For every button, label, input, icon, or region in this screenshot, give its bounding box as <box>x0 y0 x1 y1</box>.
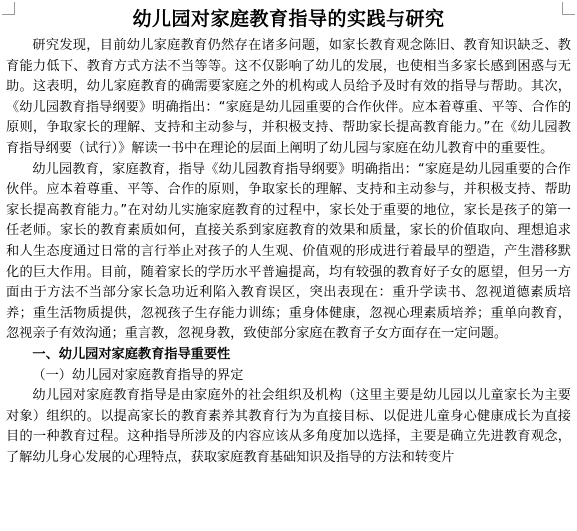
document-title: 幼儿园对家庭教育指导的实践与研究 <box>132 8 445 30</box>
section-heading: 一、幼儿园对家庭教育指导重要性 <box>32 346 231 362</box>
paragraph-2: 幼儿园教育，家庭教育，指导《幼儿园教育指导纲要》明确指出：“家庭是幼儿园重要的合作伙伴。应本着尊重、平等、合作的原则，争取家长的理解、支持和主动参与，并积极支持、帮助家长提高教育能力。”在对幼儿实施家庭教育的过程中，家长处于重要的地位，家长是孩子的第一任老师。家长的教育素质如何，直接关系到家庭教育的效果和质量，家长的价值取向、理想追求和人生态度通过日常的言行举止对孩子的人生观、价值观的形成进行着最早的塑造，产生潜移默化的巨大作用。目前，随着家长的学历水平普遍提高，均有较强的教育好子女的愿望，但另一方面由于方法不当部分家长急功近利陷入教育误区，突出表现在：重升学读书、忽视道德素质培养；重生活物质提供，忽视孩子生存能力训练；重身体健康，忽视心理素质培养；重单向教育，忽视亲子有效沟通；重言教，忽视身教，致使部分家庭在教育子女方面存在一定问题。 <box>6 161 571 342</box>
paragraph-1: 研究发现，目前幼儿家庭教育仍然存在诸多问题，如家长教育观念陈旧、教育知识缺乏、教育能力低下、教育方式方法不当等等。这不仅影响了幼儿的发展，也使相当多家长感到困惑与无助。这表明，幼儿家庭教育的确需要家庭之外的机构或人员给予及时有效的指导与帮助。其次，《幼儿园教育指导纲要》明确指出：“家庭是幼儿园重要的合作伙伴。应本着尊重、平等、合作的原则，争取家长的理解、支持和主动参与，并积极支持、帮助家长提高教育能力。”在《幼儿园教育指导纲要（试行）》解读一书中在理论的层面上阐明了幼儿园与家庭在幼儿教育中的重要性。 <box>6 38 571 156</box>
document-page <box>6 6 571 468</box>
paragraph-3: 幼儿园对家庭教育指导是由家庭外的社会组织及机构（这里主要是幼儿园以儿童家长为主要对象）组织的。以提高家长的教育素养其教育行为为直接目标、以促进儿童身心健康成长为直接目的一种教育过程。这种指导所涉及的内容应该从多角度加以选择，主要是确立先进教育观念，了解幼儿身心发展的心理特点，获取家庭教育基础知识及指导的方法和转变片 <box>6 388 571 465</box>
subsection-heading: （一）幼儿园对家庭教育指导的界定 <box>32 367 244 383</box>
